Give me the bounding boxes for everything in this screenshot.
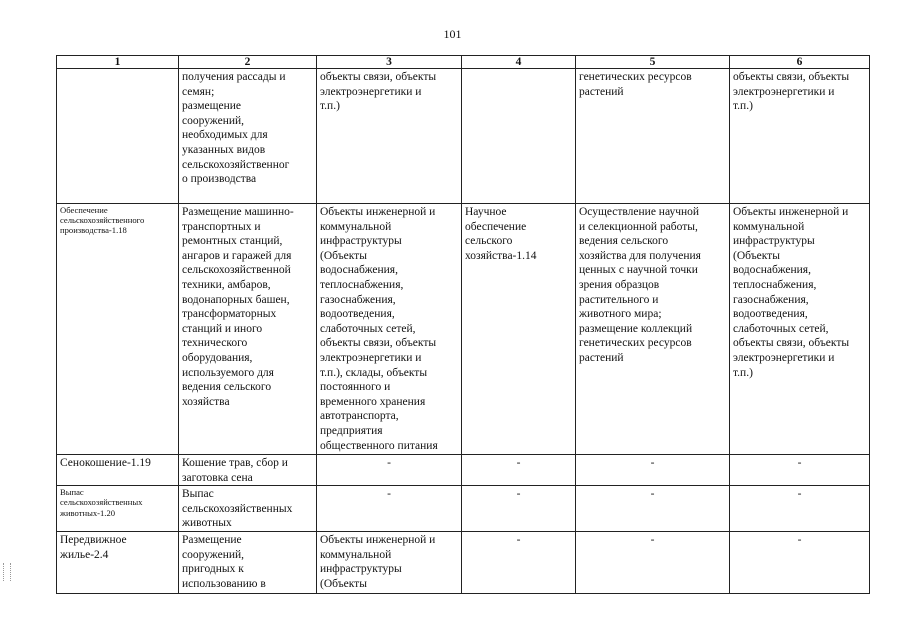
table-cell: Научное обеспечение сельского хозяйства-1.14 <box>462 204 576 455</box>
column-header: 2 <box>179 56 317 69</box>
table-cell: Объекты инженерной и коммунальной инфраструктуры (Объекты <box>317 531 462 593</box>
table-cell: - <box>730 455 870 486</box>
column-header: 4 <box>462 56 576 69</box>
table-cell: Размещение сооружений, пригодных к использованию в <box>179 531 317 593</box>
table-cell: Обеспечение сельскохозяйственного производства-1.18 <box>57 204 179 455</box>
page-number: 101 <box>443 27 462 41</box>
table-cell: - <box>462 455 576 486</box>
table-row <box>57 531 870 593</box>
table-cell: Выпас сельскохозяйственных животных <box>179 486 317 532</box>
table-cell: получения рассады и семян; размещение сооружений, необходимых для указанных видов сельскохозяйственног о производства <box>179 69 317 204</box>
column-header: 3 <box>317 56 462 69</box>
table-cell: Объекты инженерной и коммунальной инфраструктуры (Объекты водоснабжения, теплоснабжения, газоснабжения, водоотведения, слаботочных сетей, объекты связи, объекты электроэнергетики и т.п.) <box>730 204 870 455</box>
table-cell <box>57 69 179 204</box>
table-cell: Размещение машинно- транспортных и ремонтных станций, ангаров и гаражей для сельскохозяйственной техники, амбаров, водонапорных башен, трансформаторных станций и иного технического оборудования, используемого для ведения сельского хозяйства <box>179 204 317 455</box>
table-row <box>57 455 870 486</box>
table-cell: - <box>576 455 730 486</box>
table-row <box>57 69 870 204</box>
column-header: 6 <box>730 56 870 69</box>
table-row <box>57 486 870 532</box>
table-cell: - <box>576 486 730 532</box>
table-cell <box>462 69 576 204</box>
column-header: 1 <box>57 56 179 69</box>
table-cell: объекты связи, объекты электроэнергетики и т.п.) <box>317 69 462 204</box>
table-cell: Осуществление научной и селекционной работы, ведения сельского хозяйства для получения ценных с научной точки зрения образцов растительного и животного мира; размещение коллекций генетических ресурсов растений <box>576 204 730 455</box>
table-cell: Передвижное жилье-2.4 <box>57 531 179 593</box>
table-cell: - <box>462 486 576 532</box>
table-cell: - <box>730 486 870 532</box>
table-cell: - <box>317 455 462 486</box>
table-cell: Кошение трав, сбор и заготовка сена <box>179 455 317 486</box>
table-cell: Выпас сельскохозяйственных животных-1.20 <box>57 486 179 532</box>
table-cell: - <box>576 531 730 593</box>
table-row <box>57 204 870 455</box>
land-use-table <box>56 55 870 594</box>
table-cell: - <box>462 531 576 593</box>
table-cell: - <box>317 486 462 532</box>
table-cell: объекты связи, объекты электроэнергетики и т.п.) <box>730 69 870 204</box>
table-header-row <box>57 56 870 69</box>
table-cell: - <box>730 531 870 593</box>
table-cell: Сенокошение-1.19 <box>57 455 179 486</box>
table-cell: генетических ресурсов растений <box>576 69 730 204</box>
column-header: 5 <box>576 56 730 69</box>
table-cell: Объекты инженерной и коммунальной инфраструктуры (Объекты водоснабжения, теплоснабжения, газоснабжения, водоотведения, слаботочных сетей, объекты связи, объекты электроэнергетики и т.п.), склады, объекты постоянного и временного хранения автотранспорта, предприятия общественного питания <box>317 204 462 455</box>
scan-margin-mark <box>3 563 11 581</box>
